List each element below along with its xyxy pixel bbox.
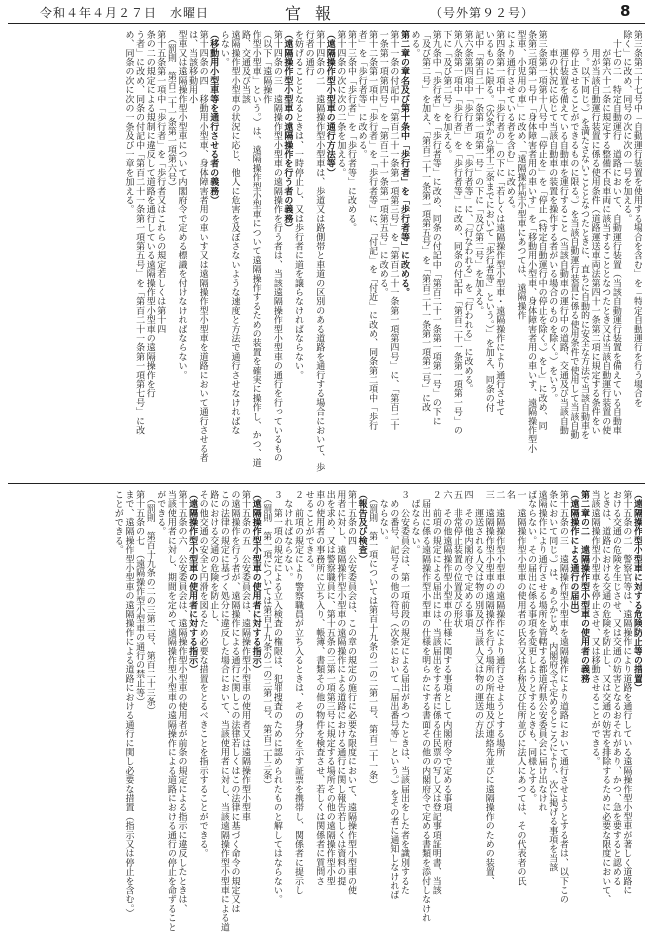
text-line: により通行させている者を含む」に改める。	[504, 30, 515, 214]
text-block-lower	[14, 490, 642, 936]
text-line: 第六条第四項中「歩行者」を「歩行者等」に、「行なわれる」を「行われる」に改める。	[462, 30, 473, 394]
text-line: 条において同じ。）は、あらかじめ、内閣府令で定めるところにより、次に掲げる事項を当該	[547, 490, 558, 872]
text-line: ３ 第一項の規定による立入検査の権限は、犯罪捜査のために認められたものと解してはならない。	[271, 490, 282, 904]
text-line: 記中「第百二十一条第一項第一号」の下に「及び第二号」を加える。	[473, 30, 484, 316]
text-line: 遠隔操作により通行させる場所を管轄する都道府県公安委員会に届け出なけれ	[536, 490, 547, 812]
text-line: ばならない。その届出に係る事項を変更しようとするときも、同様とする。	[526, 490, 537, 803]
text-line: 車の状況に応じて当該自動車の装置を操作する者がいる場合のものを除く。）をいう。	[547, 30, 558, 403]
text-line: 第十一条の付記中「第百二十一条第一項第三号」を「第百二十一条第一項第四号」に、「第百二十	[388, 30, 399, 431]
text-line: 五 非常停止装置の位置及び形状	[451, 490, 462, 628]
text-block-upper	[14, 30, 642, 478]
text-line: の遠隔操作を行う者が、遠隔操作による通行に関しこの法律若しくはこの法律に基づく命令の規定又は	[229, 490, 240, 914]
text-line: 下に「及び第二号」を加える。	[441, 30, 452, 159]
text-line: おける交通の危険を生じさせ、又は交通の妨害となるおそれがあり、かつ、急を要すると認める	[610, 490, 621, 886]
text-line: まで、遠隔操作型小型車の遠隔操作による道路における通行に関し必要な措置（指示又は停止を含む。）	[123, 490, 134, 918]
text-line: 届出に係る遠隔操作型小型車の仕様を明らかにする書面その他の内閣府令で定める書類を添付しなけれ	[420, 490, 431, 923]
text-line: う。以下同じ。）を満たさないこととなつたときに、直ちに自動的に安全な方法で当該自動車を	[579, 30, 590, 440]
text-line: 十七の二 特定自動運行 道路において、自動運行装置（当該自動運行装置を備えている自動車	[610, 30, 621, 435]
text-line: 条第三項第一号中「身体障害者用の車いす」を「移動用小型車、身体障害者用の車いす、遠隔操作型小	[526, 30, 537, 454]
text-line: 第十三条中「歩行者」を「歩行者等」に改める。	[345, 30, 356, 233]
middle-rule	[8, 483, 645, 484]
text-line: 車の使用者の事務所に立ち入り、帳簿、書類その他の物件を検査させ、若しくは関係者に質問さ	[314, 490, 325, 886]
text-line: 第九条中「歩行者」を「歩行者等」に改め、同条の付記中「第百二十一条第一項第一号」の下に	[430, 30, 441, 426]
text-line: 第十四条の四 移動用小型車、身体障害者用の車いす又は遠隔操作型小型車を道路において通行させる者は、当該移動用小	[187, 30, 208, 463]
text-line: 出を求め、又は警察職員に、第十五条の三第一項第三号に規定する場所その他の遠隔操作型小型	[324, 490, 335, 886]
text-line: 第三条第二十七号中「自動運行装置を使用する場合を含む」を「特定自動運行を行う場合を	[632, 30, 642, 408]
text-line: 第十五条の五 公安委員会は、遠隔操作型小型車の使用者又は遠隔操作型小型車	[240, 490, 251, 822]
text-line: （遠隔操作型小型車の遠隔操作を行う者の義務）	[282, 30, 293, 233]
text-line: 作型小型車」という。）は、遠隔操作型小型車について遠隔操作するための装置を確実に操作し、かつ、道路、交通及び当該	[240, 30, 261, 468]
text-line: （報告及び検査）	[356, 490, 367, 564]
text-line: め、同条の次に次の一条及び一章を加える。	[123, 30, 134, 214]
text-line: が第六十二条に規定する整備不良車両に該当することとなつたとき又は当該自動運行装置の使	[600, 30, 611, 435]
text-line: いるものに限る。（次条から第十三条までにおいて「歩行者等」という。）」を加え、同条の付	[483, 30, 494, 413]
text-line: 型車又は遠隔操作型小型車について内閣府令で定める標識を付けなければならない。	[176, 30, 187, 380]
gazette-title: 官報	[285, 4, 346, 23]
text-line: （遠隔操作による通行の届出）	[568, 490, 579, 619]
text-line: 一条第一項第四号」を「第百二十一条第一項第五号」に改める。	[377, 30, 388, 297]
text-line: 条の二の規定による規制に違反して道路を通行している遠隔操作型小型車の遠隔操作を行	[144, 30, 155, 398]
text-line: 用が当該自動運行装置に係る使用条件（道路運送車両法第四十一条第二項に規定する条件をい	[589, 30, 600, 435]
text-line: 運送される人又は物の別及び当該人又は物の運送の方法	[473, 490, 484, 739]
text-line: （遠隔操作型小型車に対する危険防止等の措置）	[632, 490, 642, 693]
issue-number: （号外第９２号）	[430, 6, 535, 20]
text-line: 第三条第一項第十八号中「停止を」を「停止（特定自動運行中の停止を除く。）をし」に改め、同	[536, 30, 547, 431]
text-line: 停止させることができるものに限る。）を当該自動運行装置に係る使用条件で使用して当該自動	[568, 30, 579, 440]
text-line: （罰則 第一項については第百十九条の二の二第一号、第百二十一条）	[367, 490, 378, 790]
text-line: ばならない。	[409, 490, 420, 555]
text-line: （遠隔操作型小型車の通行方法等）	[324, 30, 335, 178]
text-line: 四 その他内閣府令で定める事項	[462, 490, 473, 628]
text-line: 者」を「歩行者等」に改める。	[356, 30, 367, 159]
text-line: （罰則 第百十九条の二の三第二号、第百二十三条）	[144, 490, 155, 716]
text-line: 第十四条の次に次の二条を加える。	[335, 30, 346, 178]
text-line: 三 遠隔操作型小型車の遠隔操作を行う場所の所在地及び連絡先並びに遠隔操作のための装置、	[483, 490, 494, 886]
text-line: 第十四条の二 遠隔操作型小型車は、歩道又は路側帯と車道の区別のある道路を通行する場合において、歩行者の通行	[303, 30, 325, 472]
text-line: （罰則 第一項については第百十九条の二の三第一号、第百二十三条）	[261, 490, 272, 790]
text-line: 第二章の二 遠隔操作型小型車の使用者の義務	[579, 490, 590, 684]
page-number: 8	[620, 2, 632, 20]
text-line: 二 遠隔操作型小型車の遠隔操作により通行させようとする場所	[494, 490, 505, 757]
page-header	[0, 0, 653, 22]
text-line: 第十五条の四 公安委員会は、この章の規定の施行に必要な限度において、遠隔操作型小型車の使	[345, 490, 356, 895]
text-line: 遠隔操作型小型車の状況に応じ、他人に危害を及ぼさないような速度と方法で通行させなければな	[229, 30, 240, 435]
text-line: を妨げることとなるときは、一時停止し、又は歩行者に道を譲らなければならない。	[293, 30, 303, 380]
text-line: 運行装置を備えている自動車を運行すること（当該自動車の運行中の道路、交通及び当該自動	[557, 30, 568, 435]
text-line: ことができる。	[112, 490, 123, 555]
text-line: 当該使用者に対し、期間を定めて遠隔操作型小型車の遠隔操作による道路における通行の停止を命ずることができる。	[155, 490, 176, 932]
text-line: 第十二条第一項中「歩行者」を「歩行者等」に、「付記」を「付近」に改め、同条第二項中「歩行	[367, 30, 378, 431]
text-line: 型車、小児用の車」に改め、「遠隔操作型小型車にあつては、遠隔操作	[515, 30, 526, 320]
issue-date: 令和４年４月２７日 水曜日	[40, 6, 210, 20]
text-line: ２ 前項の規定による届出には、当該届出をする者に係る住民票の写し又は登記事項証明書、当該	[430, 490, 441, 895]
text-line: （遠隔操作型小型車の使用者に対する指示）	[250, 490, 261, 674]
text-line: （遠隔操作型小型車の使用者に対する指示）	[187, 490, 198, 674]
text-line: 六 その他遠隔操作型小型車の仕様に関する事項として内閣府令で定める事項	[441, 490, 452, 812]
text-line: めの番号、記号その他の符号（次条において「届出番号等」という。）をその者に通知しなければ	[388, 490, 399, 900]
text-line: 第十四条の三 遠隔操作型小型車の遠隔操作を行う者は、当該遠隔操作型小型車の通行を行っているもの（以下「遠隔操作	[261, 30, 282, 463]
text-line: 当該遠隔操作型小型車を停止させ、又は移動させることができる。	[589, 490, 600, 766]
text-line: 除く」に改め、同号の次に次の一号を加える。	[621, 30, 632, 224]
text-line: せることができる。	[303, 490, 314, 573]
text-line: 名	[504, 490, 515, 500]
text-line: この法律の規定に基づく処分に違反した場合において、当該使用者に対し、当該遠隔操作型小型車による道路における交通の危険を防止し、	[208, 490, 229, 932]
text-line: なければならない。	[282, 490, 293, 582]
text-line: める。	[409, 30, 420, 58]
text-line: 第十五条第一項中「歩行者」を「歩行者又はこれらの規定若しくは第十四	[155, 30, 166, 334]
text-line: （移動用小型車等を通行させる者の義務）	[208, 30, 219, 205]
text-line: う者」に改め、同条の付記中「第百二十一条第一項第五号」を「第百二十一条第一項第七号」に改	[134, 30, 145, 435]
text-line: 第二章の章名及び第十条中「歩行者」を「歩行者等」に改める。	[398, 30, 409, 297]
text-line: ３ 公安委員会は、第一項前段の規定による届出があつたときは、当該届出をした者を識別するた	[398, 490, 409, 895]
text-line: 「及び第二号」を加え、「第百二十一条第一項第五号」を「第百二十一条第一項第二号」に改	[420, 30, 431, 412]
text-line: その他交通の安全と円滑を図るため必要な措置をとるべきことを指示することができる。	[197, 490, 208, 858]
text-line: ２ 前項の規定により警察職員が立ち入るときは、その身分を示す証票を携帯し、関係者に提示し	[293, 490, 303, 895]
text-line: （罰則 第百二十一条第一項第六号）	[165, 30, 176, 192]
text-line: らない。	[218, 30, 229, 67]
text-line: ならない。	[377, 490, 388, 546]
text-line: 第八条第一項中「歩行者」を「歩行者等」に改め、同条の付記中「第百二十一条第一項第一号」の	[451, 30, 462, 435]
text-line: 第十五条の三 遠隔操作型小型車を遠隔操作により道路において通行させようとする者は、以下この	[557, 490, 568, 904]
text-line: 第四条第一項中「歩行者の」の下に「若しくは遠隔操作型小型車・遠隔操作により通行させて	[494, 30, 505, 417]
text-line: 一 遠隔操作型小型車の使用者の氏名又は名称及び住所並びに法人にあつては、その代表者の氏	[515, 490, 526, 886]
text-line: 第十五条の二 警察官等は、遠隔操作により道路を通行している遠隔操作型小型車が著しく道路に	[621, 490, 632, 895]
header-rule	[8, 23, 645, 24]
text-line: 第十五条の七 （遠隔操作型小型車の通行の禁止等）	[134, 490, 145, 707]
text-line: ときは、道路における交通の危険を防止し、又は交通の妨害を排除するために必要な限度において、	[600, 490, 611, 904]
text-line: 用者に対し、遠隔操作型小型車の遠隔操作による道路における通行に関し報告若しくは資料の提	[335, 490, 346, 886]
text-line: 第十五条の六 公安委員会は、遠隔操作型小型車の使用者が前条の規定による指示に違反したときは、	[176, 490, 187, 914]
